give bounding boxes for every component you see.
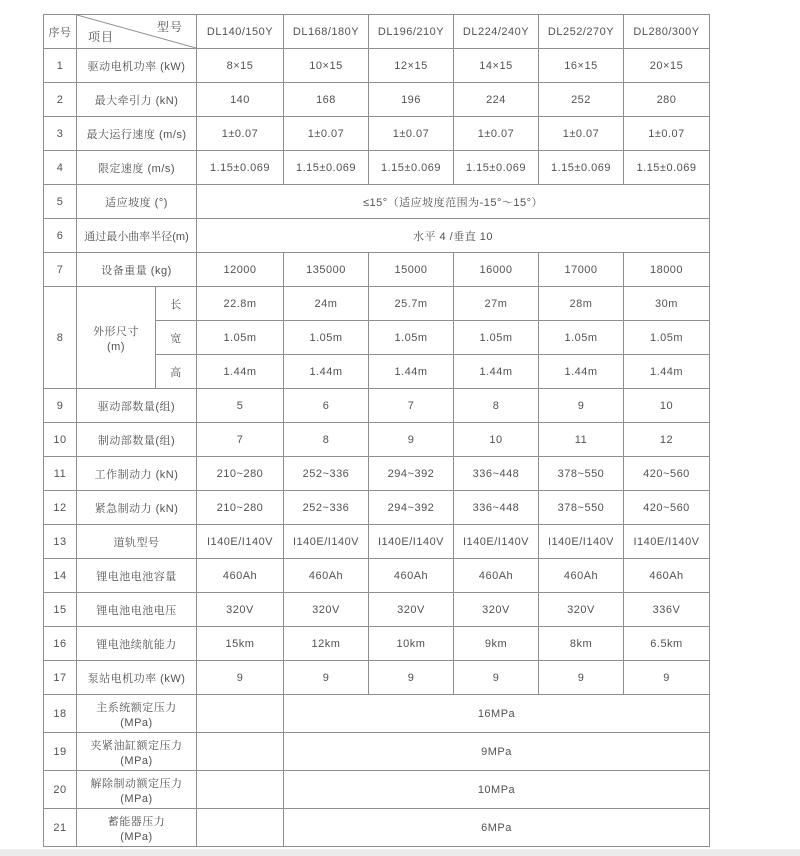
row-serial: 13	[44, 525, 77, 559]
header-model: DL140/150Y	[197, 15, 284, 49]
table-row	[44, 627, 710, 661]
cell-span-value: 6MPa	[284, 809, 710, 847]
row-label: 设备重量 (kg)	[77, 253, 197, 287]
header-model: DL168/180Y	[284, 15, 369, 49]
cell-value: 336~448	[454, 457, 539, 491]
table-row	[44, 151, 710, 185]
cell-value: I140E/I140V	[539, 525, 624, 559]
row-serial: 21	[44, 809, 77, 847]
row-serial: 10	[44, 423, 77, 457]
cell-value: 252	[539, 83, 624, 117]
row-label	[77, 771, 197, 809]
cell-value: 140	[197, 83, 284, 117]
row-label-line1: 主系统额定压力	[96, 701, 177, 714]
cell-value: 294~392	[369, 491, 454, 525]
cell-value: 336V	[624, 593, 710, 627]
cell-value: 14×15	[454, 49, 539, 83]
row-serial: 7	[44, 253, 77, 287]
cell-empty	[197, 809, 284, 847]
cell-value: 460Ah	[454, 559, 539, 593]
cell-value: 9	[624, 661, 710, 695]
table-row	[44, 733, 710, 771]
bottom-strip	[0, 849, 800, 856]
spec-table	[43, 14, 710, 847]
cell-value: 15000	[369, 253, 454, 287]
row-serial: 18	[44, 695, 77, 733]
cell-value: 28m	[539, 287, 624, 321]
header-model: DL252/270Y	[539, 15, 624, 49]
row-label	[77, 695, 197, 733]
cell-value: 210~280	[197, 457, 284, 491]
cell-value: 1.44m	[369, 355, 454, 389]
header-model: DL196/210Y	[369, 15, 454, 49]
cell-value: 460Ah	[624, 559, 710, 593]
cell-value: 1±0.07	[369, 117, 454, 151]
cell-value: 320V	[454, 593, 539, 627]
row-label-line1: 夹紧油缸额定压力	[90, 739, 183, 752]
row-serial: 5	[44, 185, 77, 219]
row-label: 紧急制动力 (kN)	[77, 491, 197, 525]
table-row	[44, 525, 710, 559]
cell-value: 9	[284, 661, 369, 695]
cell-value: 9	[454, 661, 539, 695]
cell-value: 9	[369, 423, 454, 457]
row-label: 泵站电机功率 (kW)	[77, 661, 197, 695]
row-label: 制动部数量(组)	[77, 423, 197, 457]
cell-span-value: ≤15°（适应坡度范围为-15°～15°）	[197, 185, 710, 219]
cell-value: 1.15±0.069	[624, 151, 710, 185]
cell-value: 320V	[284, 593, 369, 627]
table-row	[44, 253, 710, 287]
cell-empty	[197, 733, 284, 771]
cell-value: 378~550	[539, 491, 624, 525]
cell-value: 1.05m	[284, 321, 369, 355]
row-label-unit: (m)	[107, 340, 125, 353]
cell-value: 1±0.07	[454, 117, 539, 151]
sub-row-label: 高	[156, 355, 197, 389]
row-serial: 15	[44, 593, 77, 627]
header-serial: 序号	[44, 15, 77, 49]
cell-value: 12×15	[369, 49, 454, 83]
cell-span-value: 水平 4 /垂直 10	[197, 219, 710, 253]
cell-value: 24m	[284, 287, 369, 321]
table-row	[44, 287, 710, 321]
cell-value: 18000	[624, 253, 710, 287]
row-label-line2: (MPa)	[120, 792, 153, 805]
cell-value: 10	[624, 389, 710, 423]
row-serial: 12	[44, 491, 77, 525]
cell-value: 1±0.07	[284, 117, 369, 151]
row-label: 锂电池电池电压	[77, 593, 197, 627]
row-serial: 20	[44, 771, 77, 809]
cell-value: 8km	[539, 627, 624, 661]
table-row	[44, 83, 710, 117]
row-serial: 11	[44, 457, 77, 491]
header-model: DL280/300Y	[624, 15, 710, 49]
cell-value: 168	[284, 83, 369, 117]
row-label-line1: 外形尺寸	[93, 325, 139, 338]
row-label: 锂电池续航能力	[77, 627, 197, 661]
cell-value: 210~280	[197, 491, 284, 525]
row-label: 限定速度 (m/s)	[77, 151, 197, 185]
table-row	[44, 809, 710, 847]
cell-value: 460Ah	[539, 559, 624, 593]
row-serial: 16	[44, 627, 77, 661]
cell-value: 320V	[197, 593, 284, 627]
cell-value: 7	[369, 389, 454, 423]
header-model: DL224/240Y	[454, 15, 539, 49]
table-row	[44, 219, 710, 253]
cell-value: 1.05m	[624, 321, 710, 355]
row-label: 驱动电机功率 (kW)	[77, 49, 197, 83]
cell-value: 294~392	[369, 457, 454, 491]
cell-value: I140E/I140V	[197, 525, 284, 559]
table-row	[44, 771, 710, 809]
cell-empty	[197, 695, 284, 733]
sub-row-label: 宽	[156, 321, 197, 355]
cell-value: 12000	[197, 253, 284, 287]
cell-value: 15km	[197, 627, 284, 661]
row-serial: 2	[44, 83, 77, 117]
cell-value: 252~336	[284, 491, 369, 525]
row-serial: 1	[44, 49, 77, 83]
cell-value: 336~448	[454, 491, 539, 525]
table-row	[44, 661, 710, 695]
cell-value: 420~560	[624, 491, 710, 525]
row-label-line2: (MPa)	[120, 716, 153, 729]
row-serial: 6	[44, 219, 77, 253]
cell-value: 1.15±0.069	[197, 151, 284, 185]
sub-row-label: 长	[156, 287, 197, 321]
cell-value: 1.15±0.069	[539, 151, 624, 185]
cell-value: 320V	[539, 593, 624, 627]
cell-empty	[197, 771, 284, 809]
cell-span-value: 10MPa	[284, 771, 710, 809]
cell-value: 320V	[369, 593, 454, 627]
cell-value: 7	[197, 423, 284, 457]
cell-value: 1±0.07	[197, 117, 284, 151]
cell-value: 252~336	[284, 457, 369, 491]
row-label-line1: 解除制动额定压力	[90, 777, 183, 790]
table-row	[44, 593, 710, 627]
cell-value: 135000	[284, 253, 369, 287]
row-label	[77, 809, 197, 847]
cell-value: 1±0.07	[539, 117, 624, 151]
cell-value: 1.15±0.069	[284, 151, 369, 185]
cell-value: 1.15±0.069	[369, 151, 454, 185]
cell-value: 1.05m	[454, 321, 539, 355]
row-label	[77, 287, 156, 389]
cell-value: 1±0.07	[624, 117, 710, 151]
row-label: 最大运行速度 (m/s)	[77, 117, 197, 151]
cell-value: 420~560	[624, 457, 710, 491]
cell-value: 10km	[369, 627, 454, 661]
cell-value: 378~550	[539, 457, 624, 491]
table-row	[44, 695, 710, 733]
cell-value: 460Ah	[197, 559, 284, 593]
cell-value: 25.7m	[369, 287, 454, 321]
cell-value: I140E/I140V	[624, 525, 710, 559]
header-row	[44, 15, 710, 49]
row-serial: 4	[44, 151, 77, 185]
table-row	[44, 185, 710, 219]
cell-value: 9km	[454, 627, 539, 661]
cell-value: 10	[454, 423, 539, 457]
row-serial: 17	[44, 661, 77, 695]
row-serial: 8	[44, 287, 77, 389]
cell-value: I140E/I140V	[454, 525, 539, 559]
cell-value: 10×15	[284, 49, 369, 83]
cell-value: 1.05m	[539, 321, 624, 355]
cell-span-value: 9MPa	[284, 733, 710, 771]
row-label: 驱动部数量(组)	[77, 389, 197, 423]
cell-value: 5	[197, 389, 284, 423]
row-label: 通过最小曲率半径(m)	[77, 219, 197, 253]
row-label: 最大牵引力 (kN)	[77, 83, 197, 117]
cell-value: 30m	[624, 287, 710, 321]
header-item-label: 项目	[88, 30, 115, 44]
cell-value: 1.05m	[197, 321, 284, 355]
row-label-line2: (MPa)	[120, 830, 153, 843]
cell-value: 12km	[284, 627, 369, 661]
cell-value: 9	[539, 661, 624, 695]
cell-value: 1.44m	[454, 355, 539, 389]
row-label-line1: 蓄能器压力	[107, 815, 166, 828]
cell-value: 9	[197, 661, 284, 695]
cell-value: 8	[284, 423, 369, 457]
cell-value: 9	[539, 389, 624, 423]
cell-value: 1.44m	[197, 355, 284, 389]
cell-value: 8×15	[197, 49, 284, 83]
row-serial: 9	[44, 389, 77, 423]
table-row	[44, 117, 710, 151]
cell-value: 6.5km	[624, 627, 710, 661]
cell-value: 196	[369, 83, 454, 117]
cell-value: 20×15	[624, 49, 710, 83]
cell-value: 1.44m	[539, 355, 624, 389]
table-row	[44, 49, 710, 83]
row-serial: 14	[44, 559, 77, 593]
row-label-line2: (MPa)	[120, 754, 153, 767]
cell-value: I140E/I140V	[369, 525, 454, 559]
cell-value: 12	[624, 423, 710, 457]
row-serial: 19	[44, 733, 77, 771]
cell-value: 11	[539, 423, 624, 457]
cell-value: 1.44m	[284, 355, 369, 389]
cell-value: 27m	[454, 287, 539, 321]
row-label: 适应坡度 (°)	[77, 185, 197, 219]
row-label: 道轨型号	[77, 525, 197, 559]
header-diagonal-cell	[77, 15, 197, 49]
cell-value: 1.05m	[369, 321, 454, 355]
table-row	[44, 457, 710, 491]
cell-value: 16×15	[539, 49, 624, 83]
table-row	[44, 559, 710, 593]
table-row	[44, 389, 710, 423]
cell-value: 460Ah	[369, 559, 454, 593]
row-label: 工作制动力 (kN)	[77, 457, 197, 491]
cell-value: 6	[284, 389, 369, 423]
cell-value: 8	[454, 389, 539, 423]
cell-value: 16000	[454, 253, 539, 287]
header-model-label: 型号	[156, 20, 183, 34]
row-label: 锂电池电池容量	[77, 559, 197, 593]
cell-value: 17000	[539, 253, 624, 287]
cell-value: 280	[624, 83, 710, 117]
row-label	[77, 733, 197, 771]
table-row	[44, 423, 710, 457]
cell-value: 9	[369, 661, 454, 695]
cell-value: I140E/I140V	[284, 525, 369, 559]
cell-value: 1.44m	[624, 355, 710, 389]
cell-span-value: 16MPa	[284, 695, 710, 733]
cell-value: 460Ah	[284, 559, 369, 593]
cell-value: 1.15±0.069	[454, 151, 539, 185]
cell-value: 224	[454, 83, 539, 117]
cell-value: 22.8m	[197, 287, 284, 321]
table-row	[44, 491, 710, 525]
row-serial: 3	[44, 117, 77, 151]
